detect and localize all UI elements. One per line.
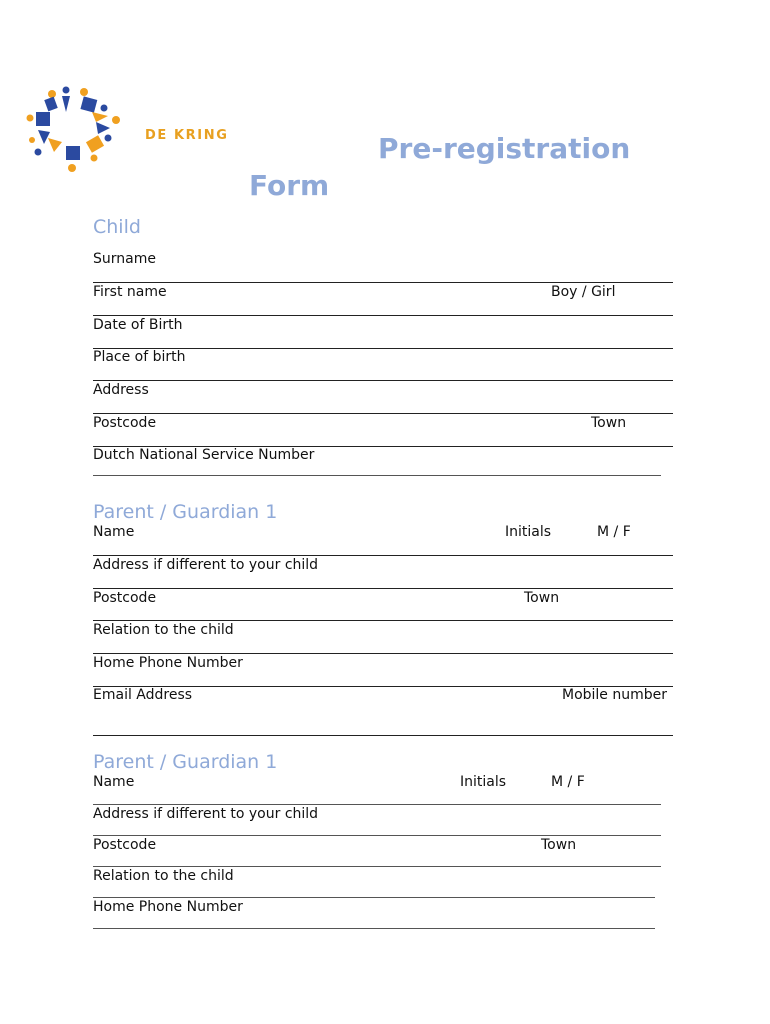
input-line-guardian1-postcode[interactable]: [93, 620, 673, 621]
label-guardian2-relation: Relation to the child: [93, 868, 234, 884]
label-guardian2-address: Address if different to your child: [93, 806, 319, 822]
label-guardian1-town: Town: [524, 590, 560, 606]
label-guardian1-home-phone: Home Phone Number: [93, 655, 243, 671]
input-line-service-number[interactable]: [93, 475, 661, 476]
label-place-of-birth: Place of birth: [93, 349, 186, 365]
de-kring-logo: [26, 86, 122, 176]
form-title-line2: Form: [249, 169, 330, 202]
label-guardian1-relation: Relation to the child: [93, 622, 234, 638]
label-surname: Surname: [93, 251, 156, 267]
label-guardian2-initials: Initials: [460, 774, 507, 790]
label-guardian1-name: Name: [93, 524, 135, 540]
label-service-number: Dutch National Service Number: [93, 447, 315, 463]
input-line-guardian1-relation[interactable]: [93, 653, 673, 654]
input-line-guardian2-relation[interactable]: [93, 897, 655, 898]
label-address: Address: [93, 382, 149, 398]
input-line-guardian1-email[interactable]: [93, 735, 673, 736]
input-line-first-name[interactable]: [93, 315, 673, 316]
input-line-guardian2-postcode[interactable]: [93, 866, 661, 867]
label-guardian1-address: Address if different to your child: [93, 557, 319, 573]
label-guardian1-postcode: Postcode: [93, 590, 157, 606]
input-line-guardian2-address[interactable]: [93, 835, 661, 836]
input-line-guardian2-name[interactable]: [93, 804, 661, 805]
section-heading-guardian-2: Parent / Guardian 1: [93, 751, 278, 773]
label-guardian2-postcode: Postcode: [93, 837, 157, 853]
label-postcode: Postcode: [93, 415, 157, 431]
input-line-address[interactable]: [93, 413, 673, 414]
label-guardian1-initials: Initials: [505, 524, 552, 540]
input-line-guardian2-home-phone[interactable]: [93, 928, 655, 929]
label-town: Town: [591, 415, 627, 431]
label-guardian2-town: Town: [541, 837, 577, 853]
label-guardian2-gender: M / F: [551, 774, 585, 790]
section-heading-child: Child: [93, 216, 141, 238]
label-date-of-birth: Date of Birth: [93, 317, 183, 333]
section-heading-guardian-1: Parent / Guardian 1: [93, 501, 278, 523]
label-guardian1-gender: M / F: [597, 524, 631, 540]
label-first-name: First name: [93, 284, 167, 300]
input-line-guardian1-address[interactable]: [93, 588, 673, 589]
label-guardian1-email: Email Address: [93, 687, 193, 703]
input-line-guardian1-name[interactable]: [93, 555, 673, 556]
input-line-place-of-birth[interactable]: [93, 380, 673, 381]
brand-name: DE KRING: [145, 128, 229, 143]
input-line-surname[interactable]: [93, 282, 673, 283]
label-guardian2-home-phone: Home Phone Number: [93, 899, 243, 915]
label-guardian1-mobile: Mobile number: [562, 687, 668, 703]
label-guardian2-name: Name: [93, 774, 135, 790]
form-title-line1: Pre-registration: [378, 132, 631, 165]
label-boy-girl: Boy / Girl: [551, 284, 616, 300]
